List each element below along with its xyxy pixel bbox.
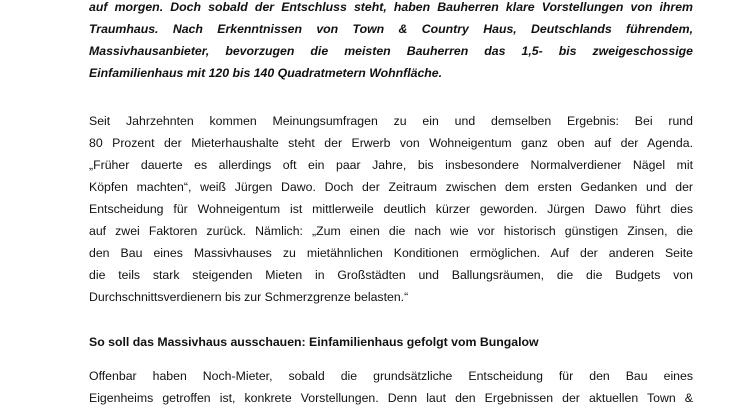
- paragraph-line: auf zwei Faktoren zurück. Nämlich: „Zum einen die nach wie vor historisch günstigen Zinsen, die: [89, 224, 693, 238]
- intro-paragraph: [89, 0, 693, 84]
- paragraph-line: „Früher dauerte es allerdings oft ein paar Jahre, bis insbesondere Normalverdiener Nägel mit: [89, 158, 693, 172]
- intro-line: Traumhaus. Nach Erkenntnissen von Town & Country Haus, Deutschlands führendem,: [89, 22, 693, 36]
- paragraph-line: Köpfen machten“, weiß Jürgen Dawo. Doch der Zeitraum zwischen dem ersten Gedanken und der: [89, 180, 693, 194]
- body-paragraph-1: [89, 110, 693, 308]
- paragraph-line: Eigenheims getroffen ist, konkrete Vorstellungen. Denn laut den Ergebnissen der aktuellen Town &: [89, 391, 693, 405]
- intro-line: auf morgen. Doch sobald der Entschluss steht, haben Bauherren klare Vorstellungen von ihrem: [89, 0, 693, 14]
- paragraph-line: die teils stark steigenden Mieten in Großstädten und Ballungsräumen, die die Budgets von: [89, 268, 693, 282]
- intro-line: Massivhausanbieter, bevorzugen die meisten Bauherren das 1,5- bis zweigeschossige: [89, 44, 693, 58]
- body-paragraph-2: [89, 365, 693, 409]
- paragraph-line: 80 Prozent der Mieterhaushalte steht der Erwerb von Wohneigentum ganz oben auf der Agenda.: [89, 136, 693, 150]
- paragraph-line: Seit Jahrzehnten kommen Meinungsumfragen zu ein und demselben Ergebnis: Bei rund: [89, 114, 693, 128]
- paragraph-line: den Bau eines Massivhauses zu mietähnlichen Konditionen ermöglichen. Auf der anderen Seite: [89, 246, 693, 260]
- paragraph-line: Offenbar haben Noch-Mieter, sobald die grundsätzliche Entscheidung für den Bau eines: [89, 369, 693, 383]
- paragraph-line: Entscheidung für Wohneigentum ist mittlerweile deutlich kürzer geworden. Jürgen Dawo führt dies: [89, 202, 693, 216]
- intro-line: Einfamilienhaus mit 120 bis 140 Quadratmetern Wohnfläche.: [89, 66, 443, 80]
- section-heading: So soll das Massivhaus ausschauen: Einfamilienhaus gefolgt vom Bungalow: [89, 335, 539, 349]
- paragraph-line: Durchschnittsverdienern bis zur Schmerzgrenze belasten.“: [89, 290, 409, 304]
